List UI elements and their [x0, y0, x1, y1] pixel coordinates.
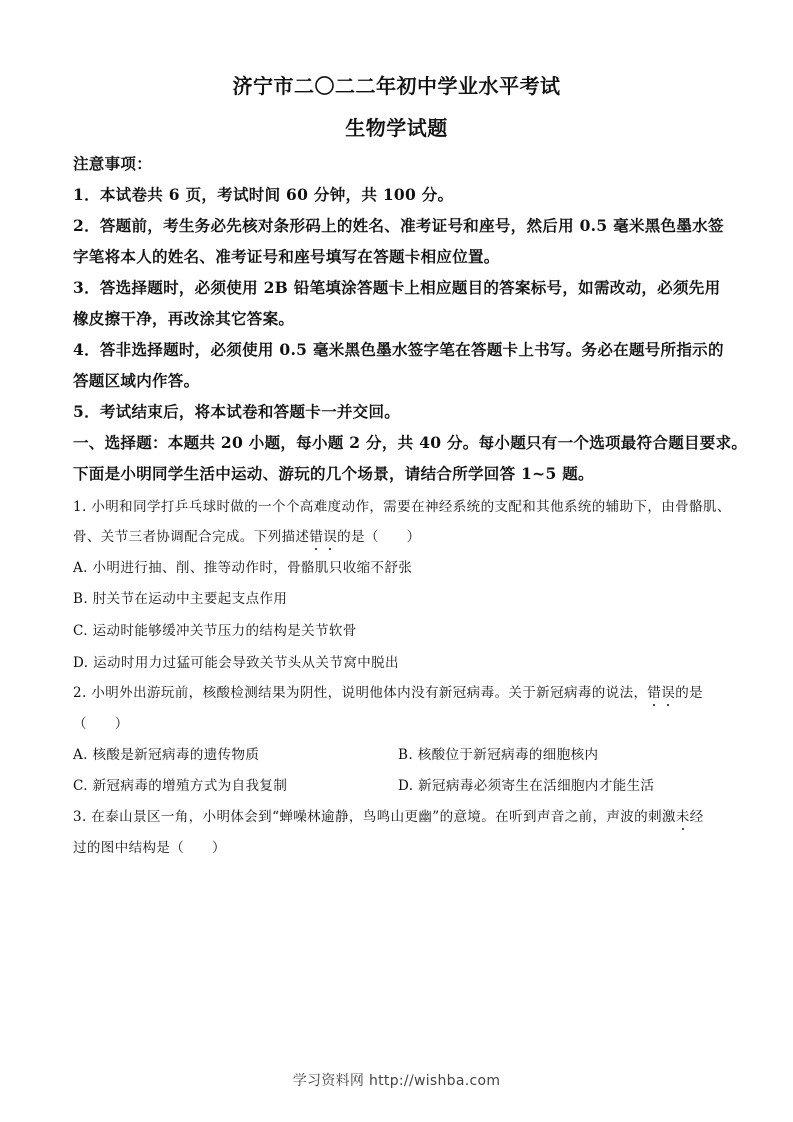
notice-item-3-line-2: 橡皮擦干净，再改涂其它答案。 [73, 309, 295, 328]
emphasis-char: 误 [323, 529, 338, 545]
question-1-stem-text: 骨、关节三者协调配合完成。下列描述 [73, 529, 310, 545]
emphasis-char: 错 [647, 685, 662, 701]
question-1-stem-line-1: 1. 小明和同学打乒乓球时做的一个个高难度动作，需要在神经系统的支配和其他系统的辅助下，由骨骼肌、 [73, 499, 731, 515]
question-2-option-d: D. 新冠病毒必须寄生在活细胞内才能生活 [398, 778, 655, 794]
notice-item-2-line-2: 字笔将本人的姓名、准考证号和座号填写在答题卡相应位置。 [73, 247, 500, 266]
section-1-heading: 一、选择题：本题共 20 小题，每小题 2 分，共 40 分。每小题只有一个选项最符合题目要求。 [73, 433, 748, 452]
question-2-option-c: C. 新冠病毒的增殖方式为自我复制 [73, 778, 288, 794]
notice-item-1: 1．本试卷共 6 页，考试时间 60 分钟，共 100 分。 [73, 185, 454, 204]
question-2-stem-line-2: （ ） [73, 716, 129, 732]
question-3-stem-line-1 [73, 805, 723, 825]
question-1-stem-tail: 的是（ ） [337, 529, 421, 545]
question-2-stem-tail: 的是 [675, 685, 703, 701]
question-1-option-c: C. 运动时能够缓冲关节压力的结构是关节软骨 [73, 623, 357, 639]
emphasis-char: 未 [675, 809, 690, 825]
notice-item-4-line-2: 答题区域内作答。 [73, 371, 200, 390]
exam-subtitle: 生物学试题 [345, 116, 448, 140]
question-3-stem-tail: 经 [689, 809, 704, 825]
notice-item-4-line-1: 4．答非选择题时，必须使用 0.5 毫米黑色墨水签字笔在答题卡上书写。务必在题号所指示的 [73, 340, 724, 359]
question-2-option-a: A. 核酸是新冠病毒的遗传物质 [73, 747, 260, 763]
question-1-option-a: A. 小明进行抽、削、推等动作时，骨骼肌只收缩不舒张 [73, 560, 413, 576]
notice-item-2-line-1: 2．答题前，考生务必先核对条形码上的姓名、准考证号和座号，然后用 0.5 毫米黑色墨水签 [73, 216, 724, 235]
question-2-option-b: B. 核酸位于新冠病毒的细胞核内 [398, 747, 599, 763]
question-3-stem-line-2: 过的图中结构是（ ） [73, 840, 226, 856]
footer-watermark: 学习资料网 http://wishba.com [292, 1073, 501, 1089]
question-3-stem-text: 3. 在泰山景区一角，小明体会到“蝉噪林逾静，鸟鸣山更幽”的意境。在听到声音之前，声波的刺激 [73, 809, 676, 825]
question-1-stem-line-2 [73, 525, 723, 545]
notice-heading: 注意事项： [73, 154, 153, 173]
question-1-option-d: D. 运动时用力过猛可能会导致关节头从关节窝中脱出 [73, 655, 399, 671]
question-2-stem-line-1 [73, 681, 723, 701]
section-1-intro: 下面是小明同学生活中运动、游玩的几个场景，请结合所学回答 1~5 题。 [73, 464, 594, 483]
question-1-option-b: B. 肘关节在运动中主要起支点作用 [73, 591, 288, 607]
emphasis-char: 误 [661, 685, 676, 701]
notice-item-5: 5．考试结束后，将本试卷和答题卡一并交回。 [73, 402, 401, 421]
exam-title: 济宁市二〇二二年初中学业水平考试 [232, 74, 561, 98]
question-2-stem-text: 2. 小明外出游玩前，核酸检测结果为阴性，说明他体内没有新冠病毒。关于新冠病毒的说法， [73, 685, 648, 701]
emphasis-char: 错 [309, 529, 324, 545]
notice-item-3-line-1: 3．答选择题时，必须使用 2B 铅笔填涂答题卡上相应题目的答案标号，如需改动，必须先用 [73, 278, 721, 297]
